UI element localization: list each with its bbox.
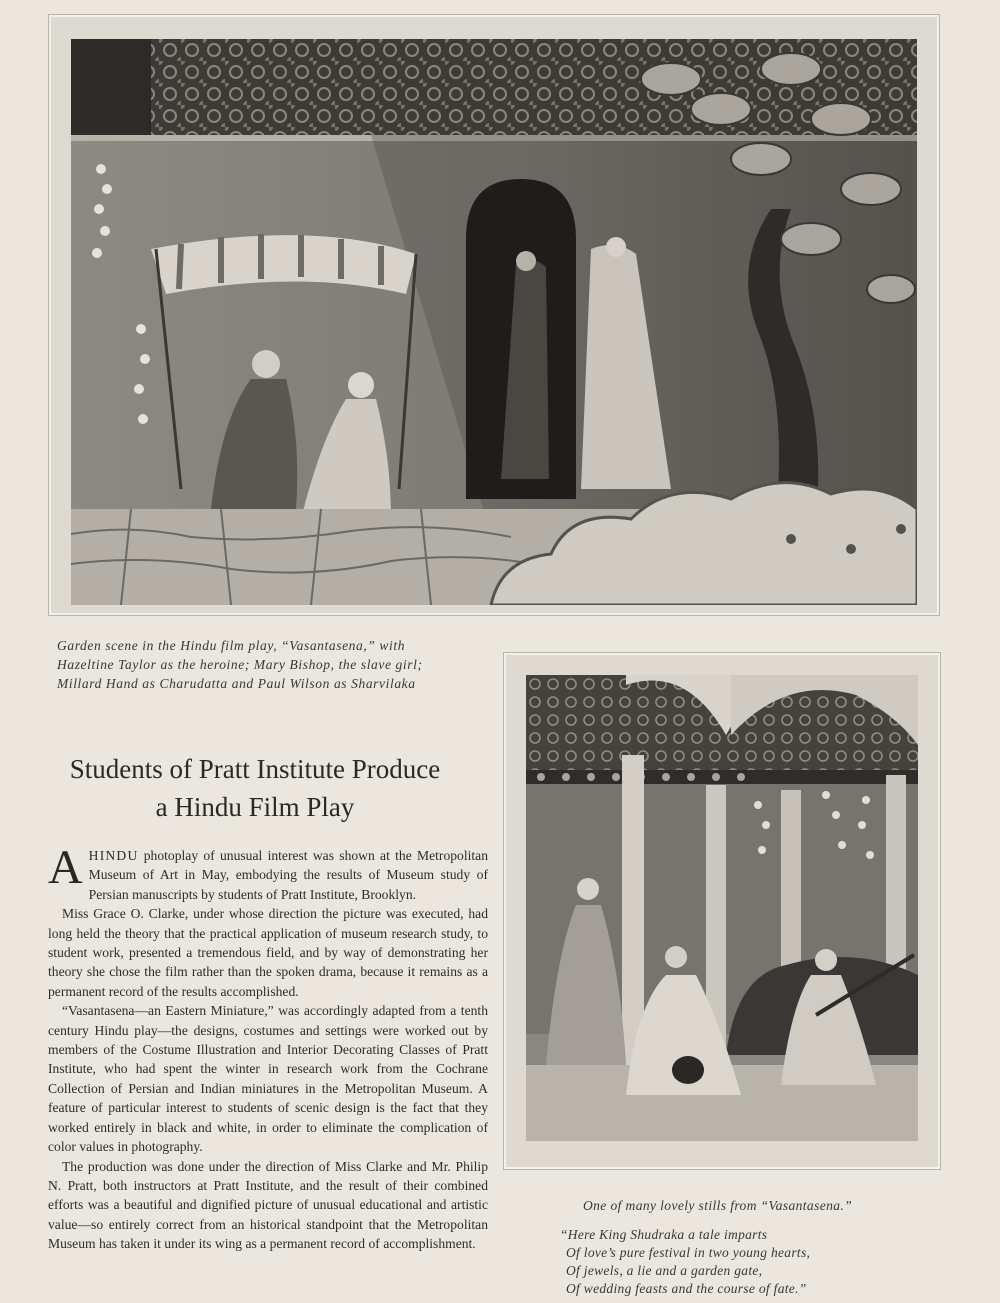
garden-scene-photo xyxy=(71,39,917,605)
article-body xyxy=(48,841,488,1254)
caption-line: One of many lovely stills from “Vasantasena.” xyxy=(583,1198,853,1213)
poem-line: “Here King Shudraka a tale imparts xyxy=(560,1227,768,1242)
article-title xyxy=(20,750,490,826)
bottom-photo-frame xyxy=(503,652,941,1170)
top-photo-caption xyxy=(57,636,423,693)
caption-line: Millard Hand as Charudatta and Paul Wilson as Sharvilaka xyxy=(57,676,416,691)
caption-line: Hazeltine Taylor as the heroine; Mary Bishop, the slave girl; xyxy=(57,657,423,672)
still-photo xyxy=(526,675,918,1141)
paragraph-text: photoplay of unusual interest was shown at the Metropolitan Museum of Art in May, embodying the results of Museum study of Persian manuscripts by students of Pratt Institute, Brooklyn. xyxy=(88,848,488,902)
top-photo-frame xyxy=(48,14,940,616)
drop-cap: A xyxy=(48,841,83,894)
caption-line: Garden scene in the Hindu film play, “Vasantasena,” with xyxy=(57,638,406,653)
poem-line: Of wedding feasts and the course of fate.” xyxy=(566,1281,807,1296)
bottom-photo-caption xyxy=(583,1196,852,1215)
poem-line: Of love’s pure festival in two young hearts, xyxy=(566,1245,811,1260)
article-paragraph: Miss Grace O. Clarke, under whose direction the picture was executed, had long held the theory that the practical application of museum research study, to student work, presented a tremendous field, and by way of demonstrating her theory she chose the film rather than the spoken drama, because it remains as a permanent record of the results accomplished. xyxy=(48,906,488,999)
article-paragraph: The production was done under the direction of Miss Clarke and Mr. Philip N. Pratt, both instructors at Pratt Institute, and the result of their combined efforts was a beautiful and dignified picture of unusual educational and artistic value—so entirely correct from an historical standpoint that the Metropolitan Museum has taken it under its wing as a permanent record of accomplishment. xyxy=(48,1158,488,1252)
article-paragraph xyxy=(48,841,488,904)
lead-word: HINDU xyxy=(88,848,139,863)
article-title-line-1: Students of Pratt Institute Produce xyxy=(69,754,441,784)
poem-line: Of jewels, a lie and a garden gate, xyxy=(566,1263,763,1278)
article-paragraph: “Vasantasena—an Eastern Miniature,” was accordingly adapted from a tenth century Hindu play—the designs, costumes and settings were worked out by members of the Costume Illustration and Interior Decorating Classes of Pratt Institute, who had spent the winter in research work from the Cochrane Collection of Persian and Indian miniatures in the Metropolitan Museum. A feature of particular interest to students of scenic design is the fact that they worked entirely in black and white, in order to eliminate the complication of color values in photography. xyxy=(48,1003,488,1155)
poem-quote xyxy=(560,1226,810,1298)
article-title-line-2: a Hindu Film Play xyxy=(155,792,355,822)
